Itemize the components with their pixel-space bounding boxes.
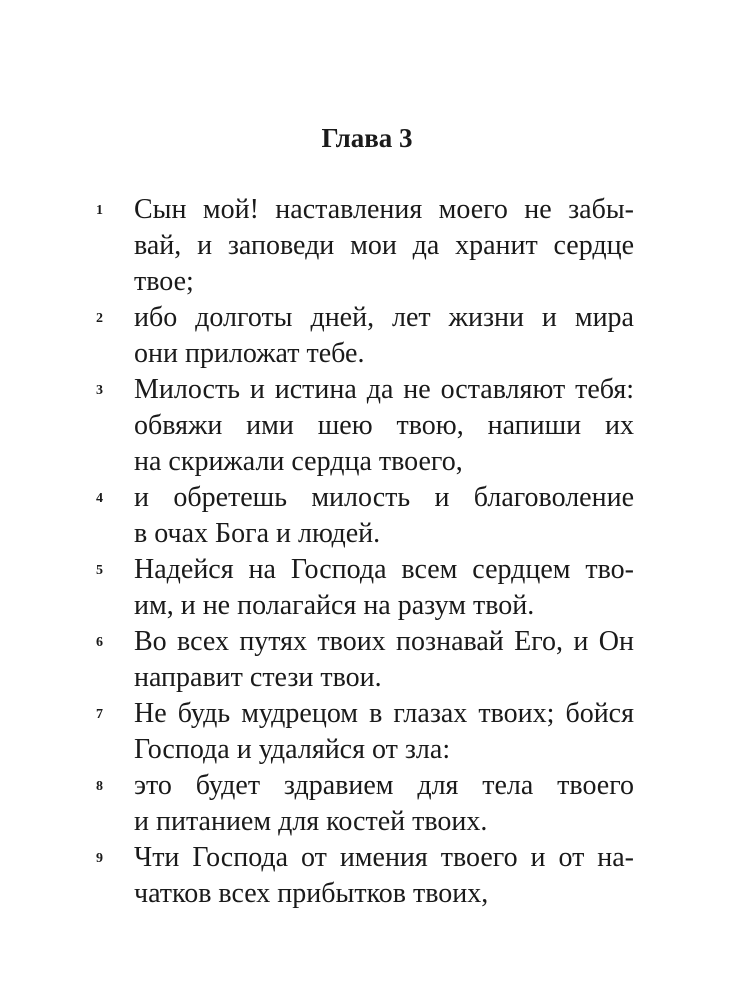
verse-list	[96, 192, 636, 912]
verse-line: ибо долготы дней, лет жизни и мира	[134, 302, 634, 333]
verse-text	[134, 480, 634, 552]
verse-number: 2	[96, 311, 103, 326]
verse-line: твое;	[134, 266, 194, 297]
verse-number: 1	[96, 203, 103, 218]
verse-line: Чти Господа от имения твоего и от на-	[134, 842, 634, 873]
verse-5	[96, 552, 636, 624]
verse-line: в очах Бога и людей.	[134, 518, 381, 549]
verse-line: чатков всех прибытков твоих,	[134, 878, 489, 909]
verse-number: 4	[96, 491, 103, 506]
verse-2	[96, 300, 636, 372]
verse-line: Сын мой! наставления моего не забы-	[134, 194, 634, 225]
verse-text	[134, 372, 634, 480]
verse-1	[96, 192, 636, 300]
verse-text	[134, 192, 634, 300]
verse-number: 7	[96, 707, 103, 722]
verse-line: это будет здравием для тела твоего	[134, 770, 634, 801]
chapter-title: Глава 3	[321, 123, 413, 153]
verse-line: они приложат тебе.	[134, 338, 365, 369]
verse-line: Надейся на Господа всем сердцем тво-	[134, 554, 634, 585]
verse-line: Не будь мудрецом в глазах твоих; бойся	[134, 698, 634, 729]
verse-7	[96, 696, 636, 768]
verse-number: 3	[96, 383, 103, 398]
verse-text	[134, 696, 634, 768]
verse-number: 8	[96, 779, 103, 794]
verse-text	[134, 840, 634, 912]
verse-text	[134, 300, 634, 372]
verse-4	[96, 480, 636, 552]
verse-line: на скрижали сердца твоего,	[134, 446, 463, 477]
verse-3	[96, 372, 636, 480]
verse-line: им, и не полагайся на разум твой.	[134, 590, 535, 621]
verse-text	[134, 768, 634, 840]
verse-line: обвяжи ими шею твою, напиши их	[134, 410, 634, 441]
verse-line: вай, и заповеди мои да хранит сердце	[134, 230, 634, 261]
verse-line: Господа и удаляйся от зла:	[134, 734, 451, 765]
verse-line: Во всех путях твоих познавай Его, и Он	[134, 626, 634, 657]
verse-line: и обретешь милость и благоволение	[134, 482, 634, 513]
verse-6	[96, 624, 636, 696]
verse-8	[96, 768, 636, 840]
verse-line: направит стези твои.	[134, 662, 382, 693]
verse-number: 6	[96, 635, 103, 650]
verse-text	[134, 624, 634, 696]
verse-number: 5	[96, 563, 103, 578]
verse-number: 9	[96, 851, 103, 866]
verse-text	[134, 552, 634, 624]
verse-line: и питанием для костей твоих.	[134, 806, 488, 837]
verse-9	[96, 840, 636, 912]
verse-line: Милость и истина да не оставляют тебя:	[134, 374, 634, 405]
